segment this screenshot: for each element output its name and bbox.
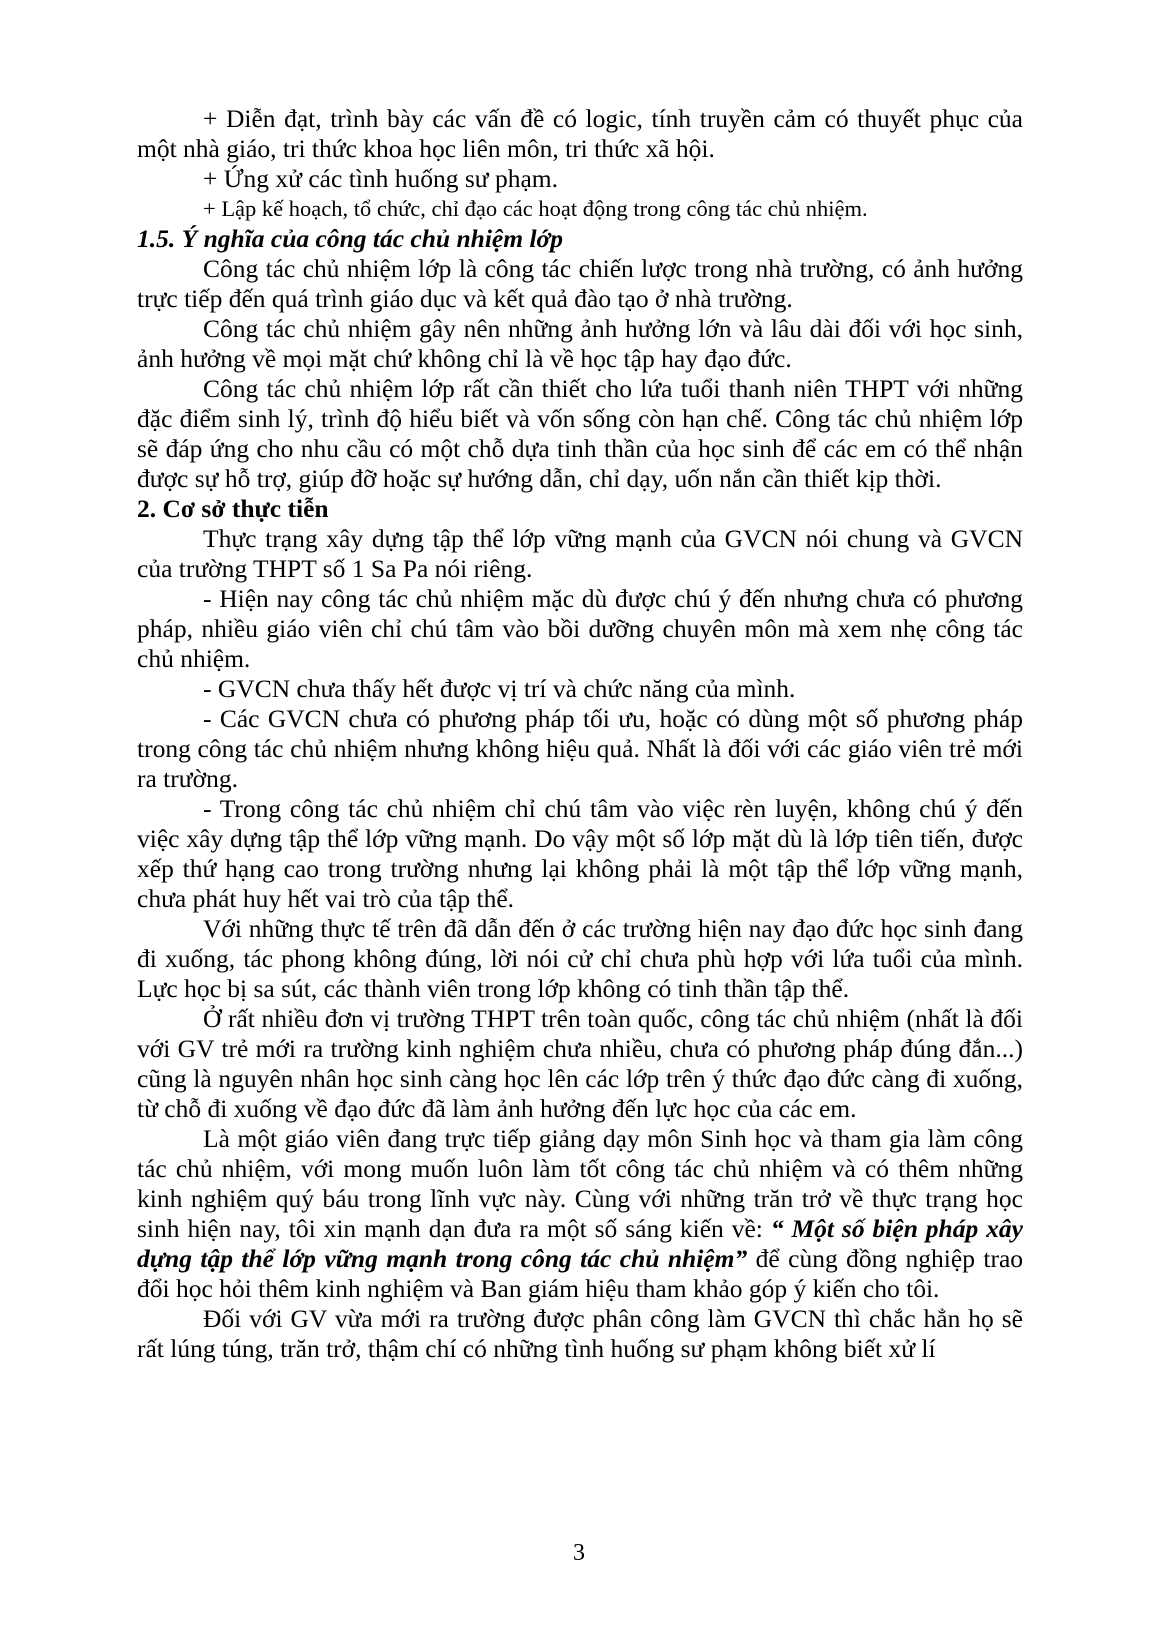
final-paragraph: Đối với GV vừa mới ra trường được phân công làm GVCN thì chắc hẳn họ sẽ rất lúng túng, trăn trở, thậm chí có những tình huống sư phạm không biết xử lí — [137, 1304, 1023, 1363]
body-paragraph: Thực trạng xây dựng tập thể lớp vững mạnh của GVCN nói chung và GVCN của trường THPT số 1 Sa Pa nói riêng. — [137, 524, 1023, 583]
bullet-paragraph: + Ứng xử các tình huống sư phạm. — [203, 164, 559, 193]
body-paragraph: Ở rất nhiều đơn vị trường THPT trên toàn quốc, công tác chủ nhiệm (nhất là đối với GV trẻ mới ra trường kinh nghiệm chưa nhiều, chưa có phương pháp đúng đắn...) cũng là nguyên nhân học sinh càng học lên các lớp trên ý thức đạo đức càng đi xuống, từ chỗ đi xuống về đạo đức đã làm ảnh hưởng đến lực học của các em. — [137, 1004, 1023, 1123]
body-paragraph: Công tác chủ nhiệm lớp là công tác chiến lược trong nhà trường, có ảnh hưởng trực tiếp đến quá trình giáo dục và kết quả đào tạo ở nhà trường. — [137, 254, 1023, 313]
section-heading-2: 2. Cơ sở thực tiễn — [137, 494, 329, 523]
page-number: 3 — [573, 1540, 585, 1566]
bullet-paragraph: + Diễn đạt, trình bày các vấn đề có logic, tính truyền cảm có thuyết phục của một nhà giáo, tri thức khoa học liên môn, tri thức xã hội. — [137, 104, 1023, 163]
initiative-title: “ Một số biện pháp xây dựng tập thể lớp vững mạnh trong công tác chủ nhiệm” — [137, 1214, 1023, 1273]
body-paragraph: - Các GVCN chưa có phương pháp tối ưu, hoặc có dùng một số phương pháp trong công tác chủ nhiệm nhưng không hiệu quả. Nhất là đối với các giáo viên trẻ mới ra trường. — [137, 704, 1023, 793]
body-paragraph: - GVCN chưa thấy hết được vị trí và chức năng của mình. — [203, 674, 796, 703]
body-paragraph: Với những thực tế trên đã dẫn đến ở các trường hiện nay đạo đức học sinh đang đi xuống, tác phong không đúng, lời nói cử chỉ chưa phù hợp với lứa tuổi của mình. Lực học bị sa sút, các thành viên trong lớp không có tinh thần tập thể. — [137, 914, 1023, 1003]
closing-text-before: Là một giáo viên đang trực tiếp giảng dạy môn Sinh học và tham gia làm công tác chủ nhiệm, với mong muốn luôn làm tốt công tác chủ nhiệm và có thêm những kinh nghiệm quý báu trong lĩnh vực này. Cùng với những trăn trở về thực trạng học sinh hiện nay, tôi xin mạnh dạn đưa ra một số sáng kiến về: — [137, 1124, 1023, 1243]
body-paragraph: - Hiện nay công tác chủ nhiệm mặc dù được chú ý đến nhưng chưa có phương pháp, nhiều giáo viên chỉ chú tâm vào bồi dưỡng chuyên môn mà xem nhẹ công tác chủ nhiệm. — [137, 584, 1023, 673]
body-paragraph: Công tác chủ nhiệm gây nên những ảnh hưởng lớn và lâu dài đối với học sinh, ảnh hưởng về mọi mặt chứ không chỉ là về học tập hay đạo đức. — [137, 314, 1023, 373]
page-content — [137, 104, 1023, 1364]
closing-text-after: để cùng đồng nghiệp trao đổi học hỏi thêm kinh nghiệm và Ban giám hiệu tham khảo góp ý kiến cho tôi. — [137, 1244, 1024, 1303]
bullet-paragraph: + Lập kế hoạch, tổ chức, chỉ đạo các hoạt động trong công tác chủ nhiệm. — [203, 196, 868, 221]
closing-paragraph — [137, 1124, 1023, 1304]
section-heading-1-5: 1.5. Ý nghĩa của công tác chủ nhiệm lớp — [137, 224, 563, 253]
body-paragraph: Công tác chủ nhiệm lớp rất cần thiết cho lứa tuổi thanh niên THPT với những đặc điểm sinh lý, trình độ hiểu biết và vốn sống còn hạn chế. Công tác chủ nhiệm lớp sẽ đáp ứng cho nhu cầu có một chỗ dựa tinh thần của học sinh để các em có thể nhận được sự hỗ trợ, giúp đỡ hoặc sự hướng dẫn, chỉ dạy, uốn nắn cần thiết kịp thời. — [137, 374, 1023, 493]
body-paragraph: - Trong công tác chủ nhiệm chỉ chú tâm vào việc rèn luyện, không chú ý đến việc xây dựng tập thể lớp vững mạnh. Do vậy một số lớp mặt dù là lớp tiên tiến, được xếp thứ hạng cao trong trường nhưng lại không phải là một tập thể lớp vững mạnh, chưa phát huy hết vai trò của tập thể. — [137, 794, 1023, 913]
